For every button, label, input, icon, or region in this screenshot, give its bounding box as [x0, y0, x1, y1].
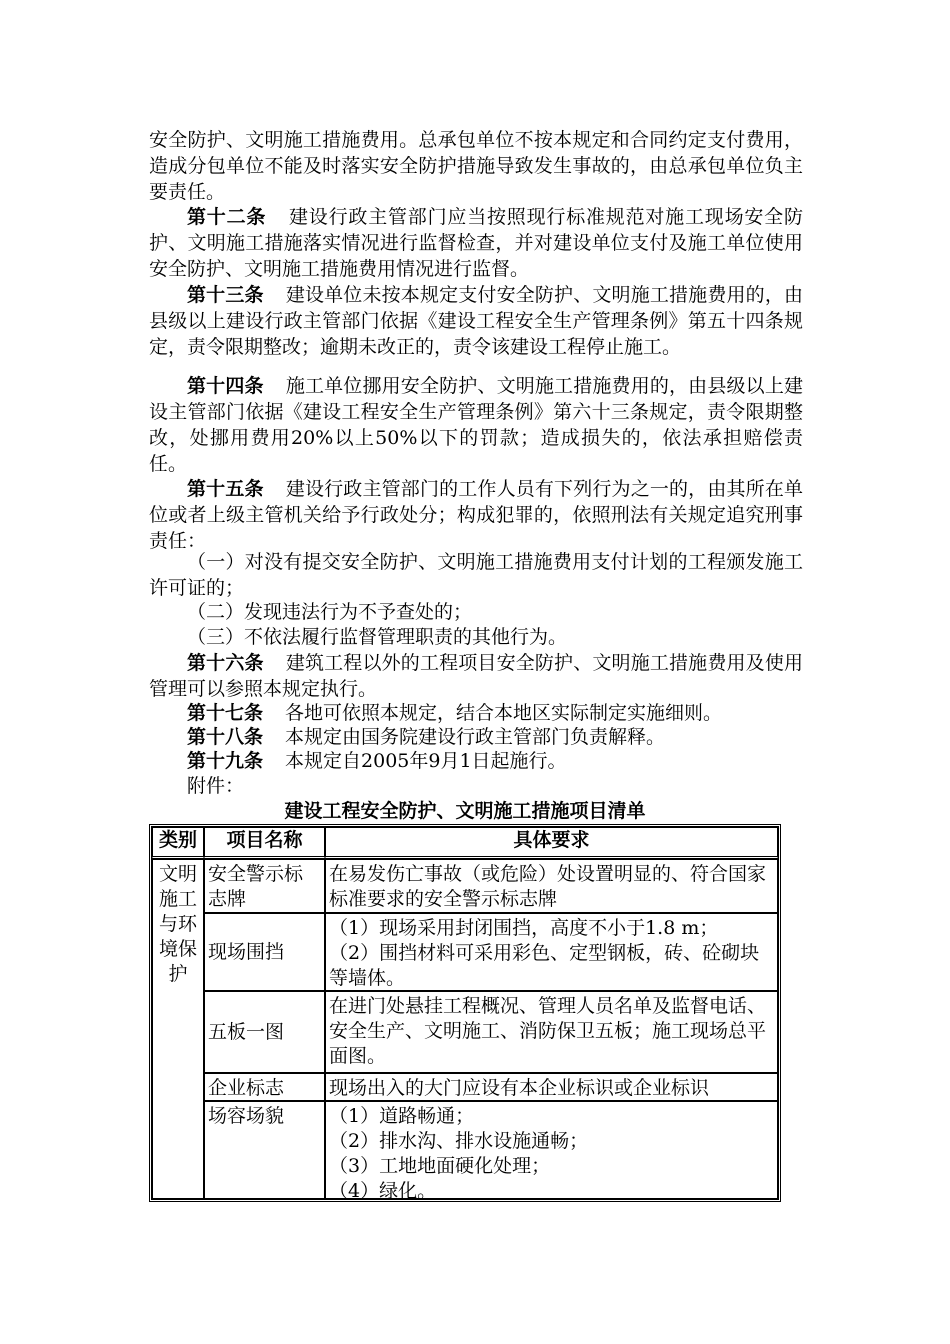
article-16-title: 第十六条 — [187, 652, 264, 674]
article-18 — [149, 724, 803, 750]
article-15 — [149, 476, 803, 554]
article-14-text: 施工单位挪用安全防护、文明施工措施费用的，由县级以上建设主管部门依据《建设工程安全生产管理条例》第六十三条规定，责令限期整改，处挪用费用20%以上50%以下的罚款；造成损失的，依法承担赔偿责任。 — [149, 375, 803, 475]
article-12-title: 第十二条 — [187, 206, 267, 228]
article-18-title: 第十八条 — [187, 726, 264, 748]
article-12-text: 建设行政主管部门应当按照现行标准规范对施工现场安全防护、文明施工措施落实情况进行监督检查，并对建设单位支付及施工单位使用安全防护、文明施工措施费用情况进行监督。 — [149, 206, 803, 280]
article-17 — [149, 700, 803, 726]
article-13-title: 第十三条 — [187, 284, 264, 306]
article-19-title: 第十九条 — [187, 750, 264, 772]
article-15-item-1: （一）对没有提交安全防护、文明施工措施费用支付计划的工程颁发施工许可证的； — [149, 551, 803, 599]
attachment-label: 附件： — [187, 775, 245, 797]
article-18-text: 本规定由国务院建设行政主管部门负责解释。 — [285, 726, 666, 748]
table-title: 建设工程安全防护、文明施工措施项目清单 — [284, 800, 646, 822]
paragraph-continuation: 安全防护、文明施工措施费用。总承包单位不按本规定和合同约定支付费用，造成分包单位不能及时落实安全防护措施导致发生事故的，由总承包单位负主要责任。 — [149, 129, 803, 203]
table-row-item: 五板一图 — [204, 991, 325, 1073]
article-15-item-3: （三）不依法履行监督管理职责的其他行为。 — [187, 626, 568, 648]
header-requirement: 具体要求 — [325, 827, 778, 859]
article-13 — [149, 282, 803, 360]
article-19-text: 本规定自2005年9月1日起施行。 — [285, 750, 567, 772]
article-12 — [149, 204, 803, 282]
article-13-text: 建设单位未按本规定支付安全防护、文明施工措施费用的，由县级以上建设行政主管部门依据《建设工程安全生产管理条例》第五十四条规定，责令限期整改；逾期未改正的，责令该建设工程停止施工。 — [149, 284, 803, 358]
table-row-item: 现场围挡 — [204, 913, 325, 991]
article-16-text: 建筑工程以外的工程项目安全防护、文明施工措施费用及使用管理可以参照本规定执行。 — [149, 652, 803, 700]
header-item: 项目名称 — [204, 827, 325, 859]
article-15-title: 第十五条 — [187, 478, 264, 500]
article-14 — [149, 373, 803, 477]
article-19 — [149, 748, 803, 774]
measures-table — [149, 824, 781, 1202]
table-row-requirement: （1）现场采用封闭围挡，高度不小于1.8 m； （2）围挡材料可采用彩色、定型钢板，砖、砼砌块等墙体。 — [325, 913, 778, 991]
table-row-item: 场容场貌 — [204, 1101, 325, 1199]
table-row-item: 安全警示标志牌 — [204, 859, 325, 913]
article-14-title: 第十四条 — [187, 375, 264, 397]
header-category: 类别 — [152, 827, 204, 859]
category-cell: 文明施工与环境保护 — [152, 859, 204, 1199]
article-17-text: 各地可依照本规定，结合本地区实际制定实施细则。 — [285, 702, 723, 724]
article-15-item-2: （二）发现违法行为不予查处的； — [187, 601, 473, 623]
table-row-requirement: 在进门处悬挂工程概况、管理人员名单及监督电话、安全生产、文明施工、消防保卫五板；施工现场总平面图。 — [325, 991, 778, 1073]
table-row-requirement: 在易发伤亡事故（或危险）处设置明显的、符合国家标准要求的安全警示标志牌 — [325, 859, 778, 913]
table-row-requirement: （1）道路畅通； （2）排水沟、排水设施通畅； （3）工地地面硬化处理； （4）绿化。 — [325, 1101, 778, 1199]
table-row-requirement: 现场出入的大门应设有本企业标识或企业标识 — [325, 1073, 778, 1101]
article-16 — [149, 650, 803, 702]
article-15-text: 建设行政主管部门的工作人员有下列行为之一的，由其所在单位或者上级主管机关给予行政处分；构成犯罪的，依照刑法有关规定追究刑事责任： — [149, 478, 803, 552]
article-17-title: 第十七条 — [187, 702, 264, 724]
table-row-item: 企业标志 — [204, 1073, 325, 1101]
